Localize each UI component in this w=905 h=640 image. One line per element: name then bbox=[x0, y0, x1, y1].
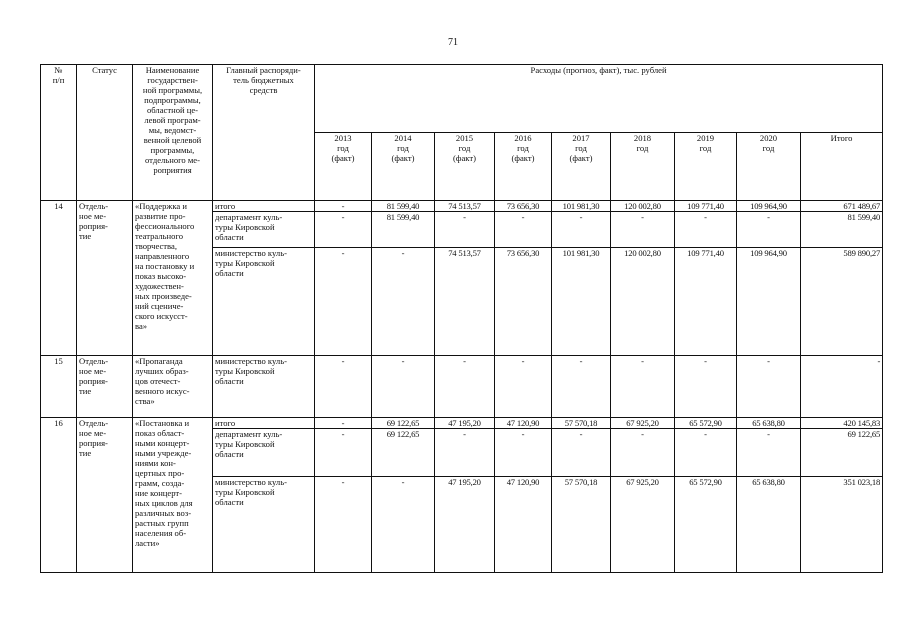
row-num: 14 bbox=[41, 201, 77, 356]
cell-value: - bbox=[372, 248, 435, 356]
cell-total: 420 145,83 bbox=[801, 418, 883, 429]
row-program-name: «Постановка и показ област- ными концерт- ными учрежде- ниями кон- цертных про- грамм, созда- ние концерт- ных циклов для различных воз- растных групп населения об- ласти» bbox=[133, 418, 213, 573]
cell-value: 69 122,65 bbox=[372, 429, 435, 477]
cell-value: - bbox=[675, 212, 737, 248]
header-year-2020: 2020 год bbox=[737, 133, 801, 201]
row-admin: итого bbox=[213, 201, 315, 212]
cell-value: - bbox=[737, 212, 801, 248]
cell-value: 47 120,90 bbox=[495, 477, 552, 573]
cell-value: 120 002,80 bbox=[611, 248, 675, 356]
cell-value: 101 981,30 bbox=[552, 201, 611, 212]
cell-value: - bbox=[435, 429, 495, 477]
table-row bbox=[41, 356, 883, 418]
cell-value: 101 981,30 bbox=[552, 248, 611, 356]
cell-value: 67 925,20 bbox=[611, 477, 675, 573]
cell-value: - bbox=[372, 477, 435, 573]
cell-total: - bbox=[801, 356, 883, 418]
cell-value: - bbox=[495, 429, 552, 477]
cell-value: 109 964,90 bbox=[737, 201, 801, 212]
cell-value: 65 638,80 bbox=[737, 418, 801, 429]
row-status: Отдель- ное ме- роприя- тие bbox=[77, 201, 133, 356]
cell-value: 57 570,18 bbox=[552, 418, 611, 429]
cell-value: 120 002,80 bbox=[611, 201, 675, 212]
cell-value: 47 195,20 bbox=[435, 477, 495, 573]
header-total: Итого bbox=[801, 133, 883, 201]
cell-value: - bbox=[675, 356, 737, 418]
cell-value: - bbox=[495, 212, 552, 248]
cell-value: 67 925,20 bbox=[611, 418, 675, 429]
row-admin: департамент куль- туры Кировской области bbox=[213, 212, 315, 248]
cell-value: - bbox=[675, 429, 737, 477]
row-num: 15 bbox=[41, 356, 77, 418]
cell-value: 65 638,80 bbox=[737, 477, 801, 573]
cell-value: 47 120,90 bbox=[495, 418, 552, 429]
header-year-2019: 2019 год bbox=[675, 133, 737, 201]
cell-value: - bbox=[315, 477, 372, 573]
cell-value: 74 513,57 bbox=[435, 201, 495, 212]
budget-expenses-table bbox=[40, 64, 883, 573]
table-row bbox=[41, 201, 883, 212]
cell-value: - bbox=[315, 418, 372, 429]
cell-value: - bbox=[315, 201, 372, 212]
row-status: Отдель- ное ме- роприя- тие bbox=[77, 418, 133, 573]
cell-value: 109 771,40 bbox=[675, 201, 737, 212]
cell-total: 589 890,27 bbox=[801, 248, 883, 356]
page-number: 71 bbox=[448, 37, 458, 48]
row-admin: министерство куль- туры Кировской области bbox=[213, 248, 315, 356]
header-program-name: Наименование государствен- ной программы, подпрограммы, областной це- левой програм- мы, ведомст- венной целевой программы, отдельного ме- роприятия bbox=[133, 65, 213, 201]
cell-value: 47 195,20 bbox=[435, 418, 495, 429]
header-year-2015: 2015 год (факт) bbox=[435, 133, 495, 201]
row-admin: министерство куль- туры Кировской области bbox=[213, 356, 315, 418]
cell-value: 81 599,40 bbox=[372, 201, 435, 212]
cell-value: 73 656,30 bbox=[495, 201, 552, 212]
header-year-2016: 2016 год (факт) bbox=[495, 133, 552, 201]
cell-value: - bbox=[552, 429, 611, 477]
cell-value: - bbox=[611, 356, 675, 418]
cell-value: - bbox=[315, 429, 372, 477]
row-program-name: «Пропаганда лучших образ- цов отечест- венного искус- ства» bbox=[133, 356, 213, 418]
cell-value: 65 572,90 bbox=[675, 418, 737, 429]
row-admin: итого bbox=[213, 418, 315, 429]
header-year-2013: 2013 год (факт) bbox=[315, 133, 372, 201]
cell-value: 81 599,40 bbox=[372, 212, 435, 248]
cell-value: 69 122,65 bbox=[372, 418, 435, 429]
cell-total: 351 023,18 bbox=[801, 477, 883, 573]
header-num: № п/п bbox=[41, 65, 77, 201]
cell-value: 73 656,30 bbox=[495, 248, 552, 356]
header-budget-admin: Главный распоряди- тель бюджетных средств bbox=[213, 65, 315, 201]
row-admin: министерство куль- туры Кировской области bbox=[213, 477, 315, 573]
cell-value: 74 513,57 bbox=[435, 248, 495, 356]
cell-value: - bbox=[495, 356, 552, 418]
cell-value: - bbox=[435, 356, 495, 418]
header-year-2014: 2014 год (факт) bbox=[372, 133, 435, 201]
cell-value: - bbox=[315, 356, 372, 418]
cell-value: - bbox=[315, 248, 372, 356]
table-row bbox=[41, 418, 883, 429]
cell-total: 81 599,40 bbox=[801, 212, 883, 248]
row-status: Отдель- ное ме- роприя- тие bbox=[77, 356, 133, 418]
cell-total: 671 489,67 bbox=[801, 201, 883, 212]
cell-value: - bbox=[435, 212, 495, 248]
cell-value: - bbox=[552, 212, 611, 248]
cell-total: 69 122,65 bbox=[801, 429, 883, 477]
header-expenses: Расходы (прогноз, факт), тыс. рублей bbox=[315, 65, 883, 133]
header-year-2017: 2017 год (факт) bbox=[552, 133, 611, 201]
cell-value: - bbox=[737, 356, 801, 418]
cell-value: 109 771,40 bbox=[675, 248, 737, 356]
row-admin: департамент куль- туры Кировской области bbox=[213, 429, 315, 477]
row-num: 16 bbox=[41, 418, 77, 573]
cell-value: 57 570,18 bbox=[552, 477, 611, 573]
cell-value: - bbox=[611, 429, 675, 477]
header-year-2018: 2018 год bbox=[611, 133, 675, 201]
cell-value: 109 964,90 bbox=[737, 248, 801, 356]
cell-value: 65 572,90 bbox=[675, 477, 737, 573]
cell-value: - bbox=[372, 356, 435, 418]
cell-value: - bbox=[737, 429, 801, 477]
cell-value: - bbox=[315, 212, 372, 248]
row-program-name: «Поддержка и развитие про- фессионального театрального творчества, направленного на постановку и показ высоко- художествен- ных произведе- ний сцениче- ского искусст- ва» bbox=[133, 201, 213, 356]
cell-value: - bbox=[552, 356, 611, 418]
cell-value: - bbox=[611, 212, 675, 248]
header-status: Статус bbox=[77, 65, 133, 201]
